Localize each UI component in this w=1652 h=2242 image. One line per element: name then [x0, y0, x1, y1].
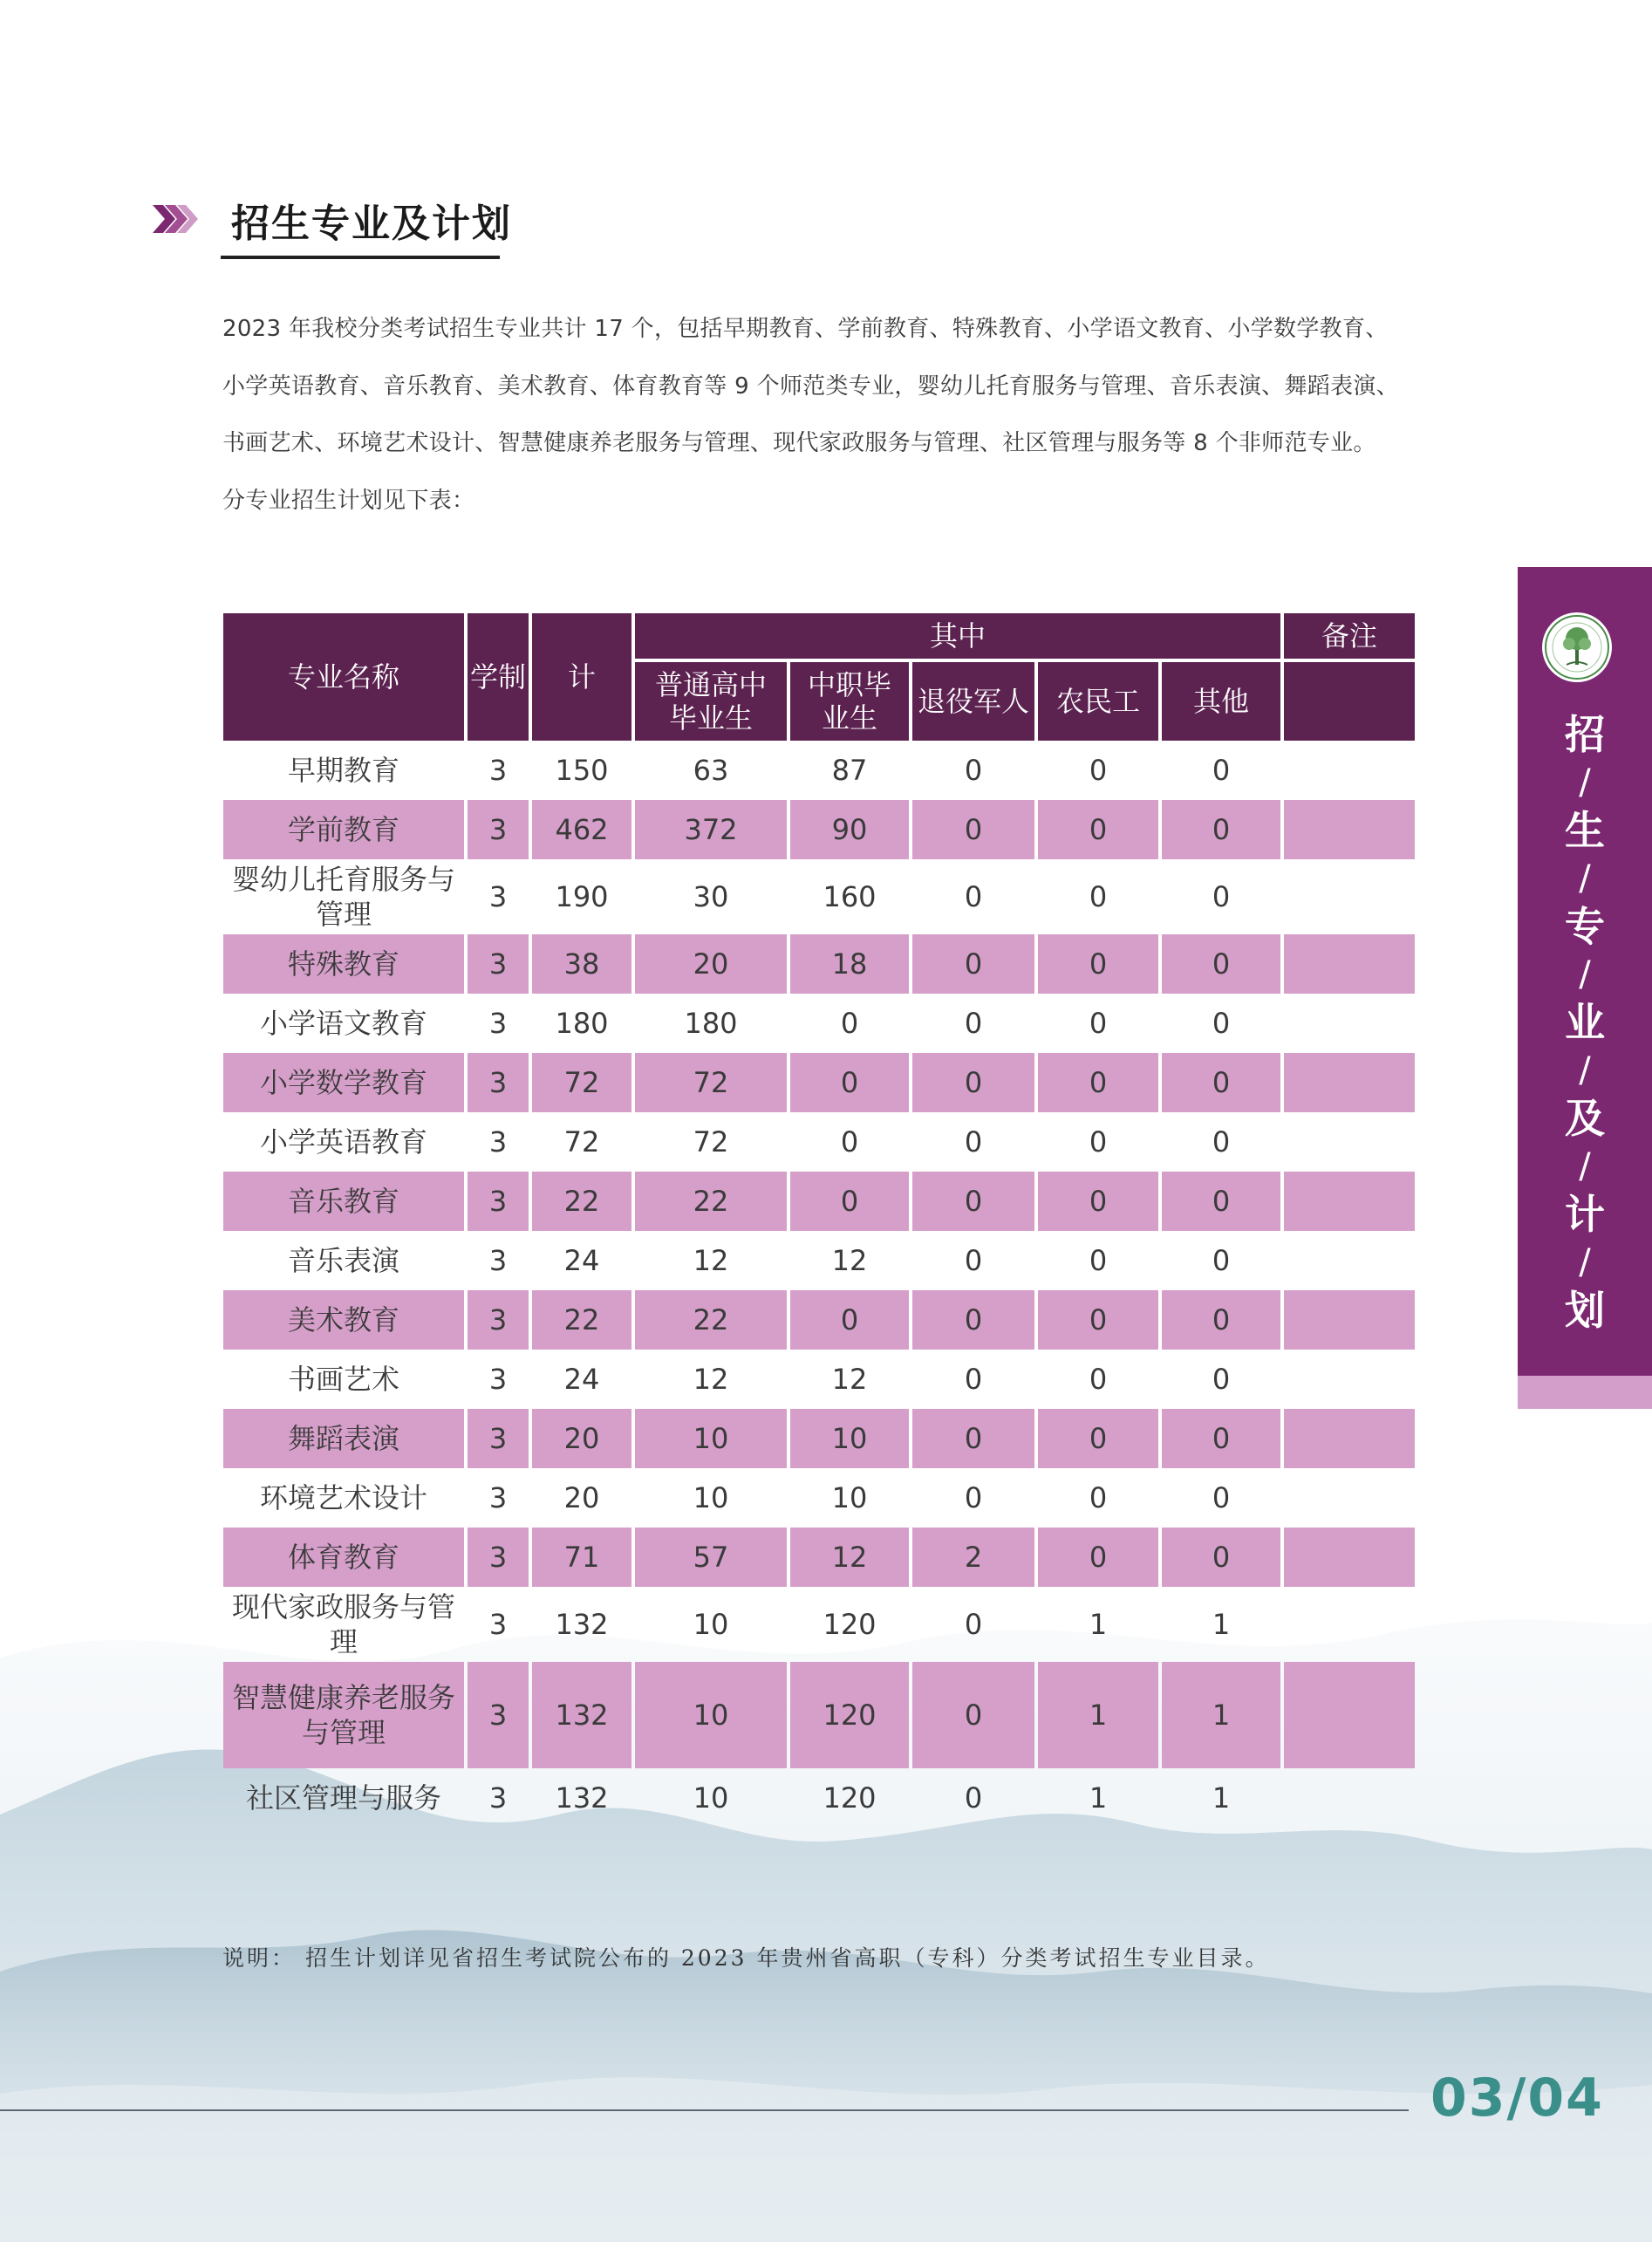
cell-vocational: 0: [840, 1007, 859, 1040]
cell-name: 学前教育: [223, 800, 464, 859]
cell-total: 72: [532, 1053, 631, 1112]
cell-remark: [1284, 1172, 1415, 1231]
side-tab-char: 业: [1565, 999, 1605, 1046]
cell-total: 38: [532, 934, 631, 994]
cell-migrant: 0: [1038, 800, 1158, 859]
cell-remark: [1284, 1768, 1415, 1828]
cell-veteran: 0: [964, 1125, 983, 1159]
cell-other: 0: [1162, 1172, 1280, 1231]
table-note: 说明： 招生计划详见省招生考试院公布的 2023 年贵州省高职（专科）分类考试招生专业目录。: [222, 1945, 1270, 1971]
side-tab-char: 及: [1565, 1095, 1605, 1142]
table-row: [223, 1112, 1415, 1172]
cell-name: 舞蹈表演: [223, 1409, 464, 1468]
cell-veteran: 0: [964, 754, 983, 787]
cell-vocational: 0: [790, 1290, 909, 1350]
cell-veteran: 0: [912, 1662, 1034, 1768]
header-vocational: [790, 659, 909, 741]
table-row: [223, 1662, 1415, 1768]
cell-vocational: 10: [831, 1481, 868, 1514]
cell-veteran: 0: [912, 1053, 1034, 1112]
side-tab-separator: /: [1579, 858, 1591, 899]
cell-remark: [1284, 1053, 1415, 1112]
cell-veteran: 0: [964, 1781, 983, 1815]
cell-total: 20: [563, 1481, 600, 1514]
cell-duration: 3: [468, 800, 529, 859]
header-total: 计: [532, 613, 631, 741]
cell-highschool: 22: [635, 1172, 787, 1231]
cell-duration: 3: [488, 1007, 508, 1040]
header-duration: 学制: [468, 613, 529, 741]
cell-migrant: 0: [1038, 1053, 1158, 1112]
cell-migrant: 0: [1089, 880, 1108, 913]
table-row: [223, 1172, 1415, 1231]
header-remark-blank: [1284, 659, 1415, 741]
cell-total: 180: [555, 1007, 609, 1040]
cell-remark: [1284, 859, 1415, 934]
cell-remark: [1284, 1587, 1415, 1662]
table-row: [223, 1350, 1415, 1409]
school-logo: [1540, 611, 1614, 684]
cell-vocational: 12: [831, 1244, 868, 1277]
header-remark: 备注: [1284, 613, 1415, 659]
cell-veteran: 0: [964, 1481, 983, 1514]
header-other: 其他: [1162, 659, 1280, 741]
cell-name: 小学英语教育: [259, 1125, 427, 1159]
cell-total: 462: [532, 800, 631, 859]
side-tab-char: 专: [1565, 903, 1605, 950]
cell-other: 0: [1162, 1290, 1280, 1350]
header-migrant: 农民工: [1038, 659, 1158, 741]
cell-duration: 3: [488, 1363, 508, 1396]
cell-total: 132: [532, 1662, 631, 1768]
cell-total: 22: [532, 1290, 631, 1350]
header-vocational-text: 中职毕业生: [807, 668, 891, 735]
side-tab-separator: /: [1579, 1146, 1591, 1186]
cell-remark: [1284, 934, 1415, 994]
cell-highschool: 12: [693, 1363, 729, 1396]
table-row: [223, 1468, 1415, 1528]
cell-remark: [1284, 1350, 1415, 1409]
cell-remark: [1284, 1231, 1415, 1290]
cell-total: 150: [555, 754, 609, 787]
intro-paragraph: [222, 301, 1430, 530]
cell-vocational: 18: [790, 934, 909, 994]
cell-name: 早期教育: [287, 754, 399, 787]
cell-veteran: 0: [964, 1244, 983, 1277]
page-title: 招生专业及计划: [231, 202, 512, 246]
cell-name: 音乐教育: [223, 1172, 464, 1231]
cell-other: 1: [1212, 1608, 1231, 1641]
cell-name: 音乐表演: [287, 1244, 399, 1277]
cell-highschool: 10: [635, 1409, 787, 1468]
cell-veteran: 0: [964, 880, 983, 913]
cell-duration: 3: [468, 1662, 529, 1768]
table-row: [223, 800, 1415, 859]
cell-vocational: 0: [790, 1172, 909, 1231]
cell-highschool: 20: [635, 934, 787, 994]
cell-name: 智慧健康养老服务与管理: [223, 1662, 464, 1768]
header-veteran: 退役军人: [912, 659, 1034, 741]
cell-duration: 3: [468, 934, 529, 994]
cell-duration: 3: [468, 1290, 529, 1350]
table-row: [223, 1053, 1415, 1112]
side-tab-separator: /: [1579, 762, 1591, 803]
cell-other: 0: [1162, 800, 1280, 859]
cell-other: 0: [1162, 1528, 1280, 1587]
cell-highschool: 12: [693, 1244, 729, 1277]
cell-other: 0: [1162, 934, 1280, 994]
table-row: [223, 1290, 1415, 1350]
cell-migrant: 0: [1089, 1007, 1108, 1040]
cell-name: 小学数学教育: [223, 1053, 464, 1112]
cell-migrant: 0: [1089, 754, 1108, 787]
cell-other: 0: [1212, 1125, 1231, 1159]
cell-migrant: 0: [1089, 1125, 1108, 1159]
cell-other: 1: [1162, 1662, 1280, 1768]
cell-total: 72: [563, 1125, 600, 1159]
cell-highschool: 10: [693, 1481, 729, 1514]
cell-veteran: 0: [964, 1608, 983, 1641]
cell-highschool: 63: [693, 754, 729, 787]
cell-veteran: 0: [912, 1172, 1034, 1231]
table-row: [223, 934, 1415, 994]
side-tab-separator: /: [1579, 1242, 1591, 1282]
side-tab-char: 计: [1565, 1191, 1605, 1238]
cell-migrant: 0: [1089, 1363, 1108, 1396]
cell-name: 特殊教育: [223, 934, 464, 994]
cell-duration: 3: [488, 1781, 508, 1815]
cell-highschool: 372: [635, 800, 787, 859]
cell-other: 0: [1212, 754, 1231, 787]
cell-duration: 3: [468, 1409, 529, 1468]
cell-veteran: 0: [912, 800, 1034, 859]
cell-name: 书画艺术: [287, 1363, 399, 1396]
cell-vocational: 12: [790, 1528, 909, 1587]
header-highschool-text: 普通高中毕业生: [654, 668, 767, 735]
side-tab-separator: /: [1579, 954, 1591, 995]
cell-highschool: 10: [693, 1608, 729, 1641]
cell-vocational: 160: [823, 880, 877, 913]
cell-vocational: 0: [790, 1053, 909, 1112]
table-row: [223, 859, 1415, 934]
cell-remark: [1284, 1290, 1415, 1350]
cell-remark: [1284, 994, 1415, 1053]
cell-veteran: 2: [912, 1528, 1034, 1587]
cell-vocational: 120: [823, 1608, 877, 1641]
cell-other: 0: [1162, 1409, 1280, 1468]
cell-migrant: 0: [1089, 1244, 1108, 1277]
cell-vocational: 0: [840, 1125, 859, 1159]
cell-duration: 3: [488, 1125, 508, 1159]
cell-duration: 3: [488, 754, 508, 787]
cell-vocational: 87: [831, 754, 868, 787]
chevron-right-icon: [153, 205, 198, 233]
cell-veteran: 0: [912, 934, 1034, 994]
page-number: 03/04: [1430, 2068, 1604, 2129]
cell-total: 24: [563, 1244, 600, 1277]
side-tab-char: 生: [1565, 807, 1605, 854]
cell-highschool: 10: [693, 1781, 729, 1815]
side-tab-char: 划: [1565, 1287, 1605, 1334]
cell-migrant: 1: [1038, 1662, 1158, 1768]
intro-line: 小学英语教育、音乐教育、美术教育、体育教育等 9 个师范类专业，婴幼儿托育服务与管理、音乐表演、舞蹈表演、: [222, 373, 1399, 400]
cell-name: 体育教育: [223, 1528, 464, 1587]
table-row: [223, 994, 1415, 1053]
cell-vocational: 10: [790, 1409, 909, 1468]
cell-name: 社区管理与服务: [245, 1781, 441, 1815]
cell-remark: [1284, 1112, 1415, 1172]
cell-total: 132: [555, 1781, 609, 1815]
cell-highschool: 10: [635, 1662, 787, 1768]
cell-vocational: 120: [790, 1662, 909, 1768]
cell-veteran: 0: [964, 1363, 983, 1396]
cell-migrant: 0: [1038, 934, 1158, 994]
cell-other: 0: [1212, 1244, 1231, 1277]
cell-veteran: 0: [912, 1409, 1034, 1468]
cell-name: 环境艺术设计: [259, 1481, 427, 1514]
cell-total: 190: [555, 880, 609, 913]
cell-migrant: 1: [1089, 1608, 1108, 1641]
cell-name: 婴幼儿托育服务与管理: [231, 863, 455, 931]
side-tab-title: [1518, 711, 1652, 1334]
footer-rule: [0, 2109, 1409, 2111]
side-tab-separator: /: [1579, 1050, 1591, 1090]
cell-remark: [1284, 741, 1415, 800]
cell-total: 22: [532, 1172, 631, 1231]
cell-highschool: 57: [635, 1528, 787, 1587]
table-row: [223, 741, 1415, 800]
cell-other: 1: [1212, 1781, 1231, 1815]
title-underline: [221, 256, 500, 259]
cell-duration: 3: [488, 1244, 508, 1277]
header-highschool: [635, 659, 787, 741]
cell-remark: [1284, 1468, 1415, 1528]
cell-other: 0: [1212, 1481, 1231, 1514]
cell-duration: 3: [468, 1528, 529, 1587]
cell-other: 0: [1162, 1053, 1280, 1112]
table-row: [223, 1768, 1415, 1828]
cell-highschool: 22: [635, 1290, 787, 1350]
intro-line: 2023 年我校分类考试招生专业共计 17 个，包括早期教育、学前教育、特殊教育、小学语文教育、小学数学教育、: [222, 316, 1389, 342]
cell-total: 20: [532, 1409, 631, 1468]
cell-veteran: 0: [964, 1007, 983, 1040]
cell-name: 美术教育: [223, 1290, 464, 1350]
header-group: 其中: [635, 613, 1280, 659]
cell-duration: 3: [468, 1172, 529, 1231]
cell-vocational: 12: [831, 1363, 868, 1396]
table-body: [223, 741, 1415, 1828]
cell-migrant: 0: [1089, 1481, 1108, 1514]
cell-duration: 3: [488, 1608, 508, 1641]
header-name: 专业名称: [223, 613, 464, 741]
cell-duration: 3: [488, 1481, 508, 1514]
cell-duration: 3: [468, 1053, 529, 1112]
side-tab-char: 招: [1565, 711, 1605, 758]
cell-remark: [1284, 800, 1415, 859]
cell-vocational: 90: [790, 800, 909, 859]
cell-vocational: 120: [823, 1781, 877, 1815]
cell-name: 现代家政服务与管理: [231, 1590, 455, 1658]
table-row: [223, 1231, 1415, 1290]
cell-migrant: 1: [1089, 1781, 1108, 1815]
cell-name: 小学语文教育: [259, 1007, 427, 1040]
cell-highschool: 72: [635, 1053, 787, 1112]
table-row: [223, 1409, 1415, 1468]
enrollment-plan-table: [220, 613, 1418, 1828]
cell-veteran: 0: [912, 1290, 1034, 1350]
cell-migrant: 0: [1038, 1409, 1158, 1468]
cell-highschool: 72: [693, 1125, 729, 1159]
cell-other: 0: [1212, 1007, 1231, 1040]
cell-remark: [1284, 1528, 1415, 1587]
cell-highschool: 180: [684, 1007, 738, 1040]
cell-migrant: 0: [1038, 1528, 1158, 1587]
cell-total: 132: [555, 1608, 609, 1641]
cell-other: 0: [1212, 1363, 1231, 1396]
cell-migrant: 0: [1038, 1172, 1158, 1231]
intro-line: 书画艺术、环境艺术设计、智慧健康养老服务与管理、现代家政服务与管理、社区管理与服务等 8 个非师范专业。: [222, 430, 1376, 456]
cell-total: 24: [563, 1363, 600, 1396]
intro-line: 分专业招生计划见下表：: [222, 487, 475, 514]
cell-other: 0: [1212, 880, 1231, 913]
cell-migrant: 0: [1038, 1290, 1158, 1350]
side-tab-strip: [1518, 1376, 1652, 1409]
cell-remark: [1284, 1662, 1415, 1768]
table-row: [223, 1528, 1415, 1587]
cell-total: 71: [532, 1528, 631, 1587]
table-row: [223, 1587, 1415, 1662]
cell-remark: [1284, 1409, 1415, 1468]
cell-duration: 3: [488, 880, 508, 913]
cell-highschool: 30: [693, 880, 729, 913]
